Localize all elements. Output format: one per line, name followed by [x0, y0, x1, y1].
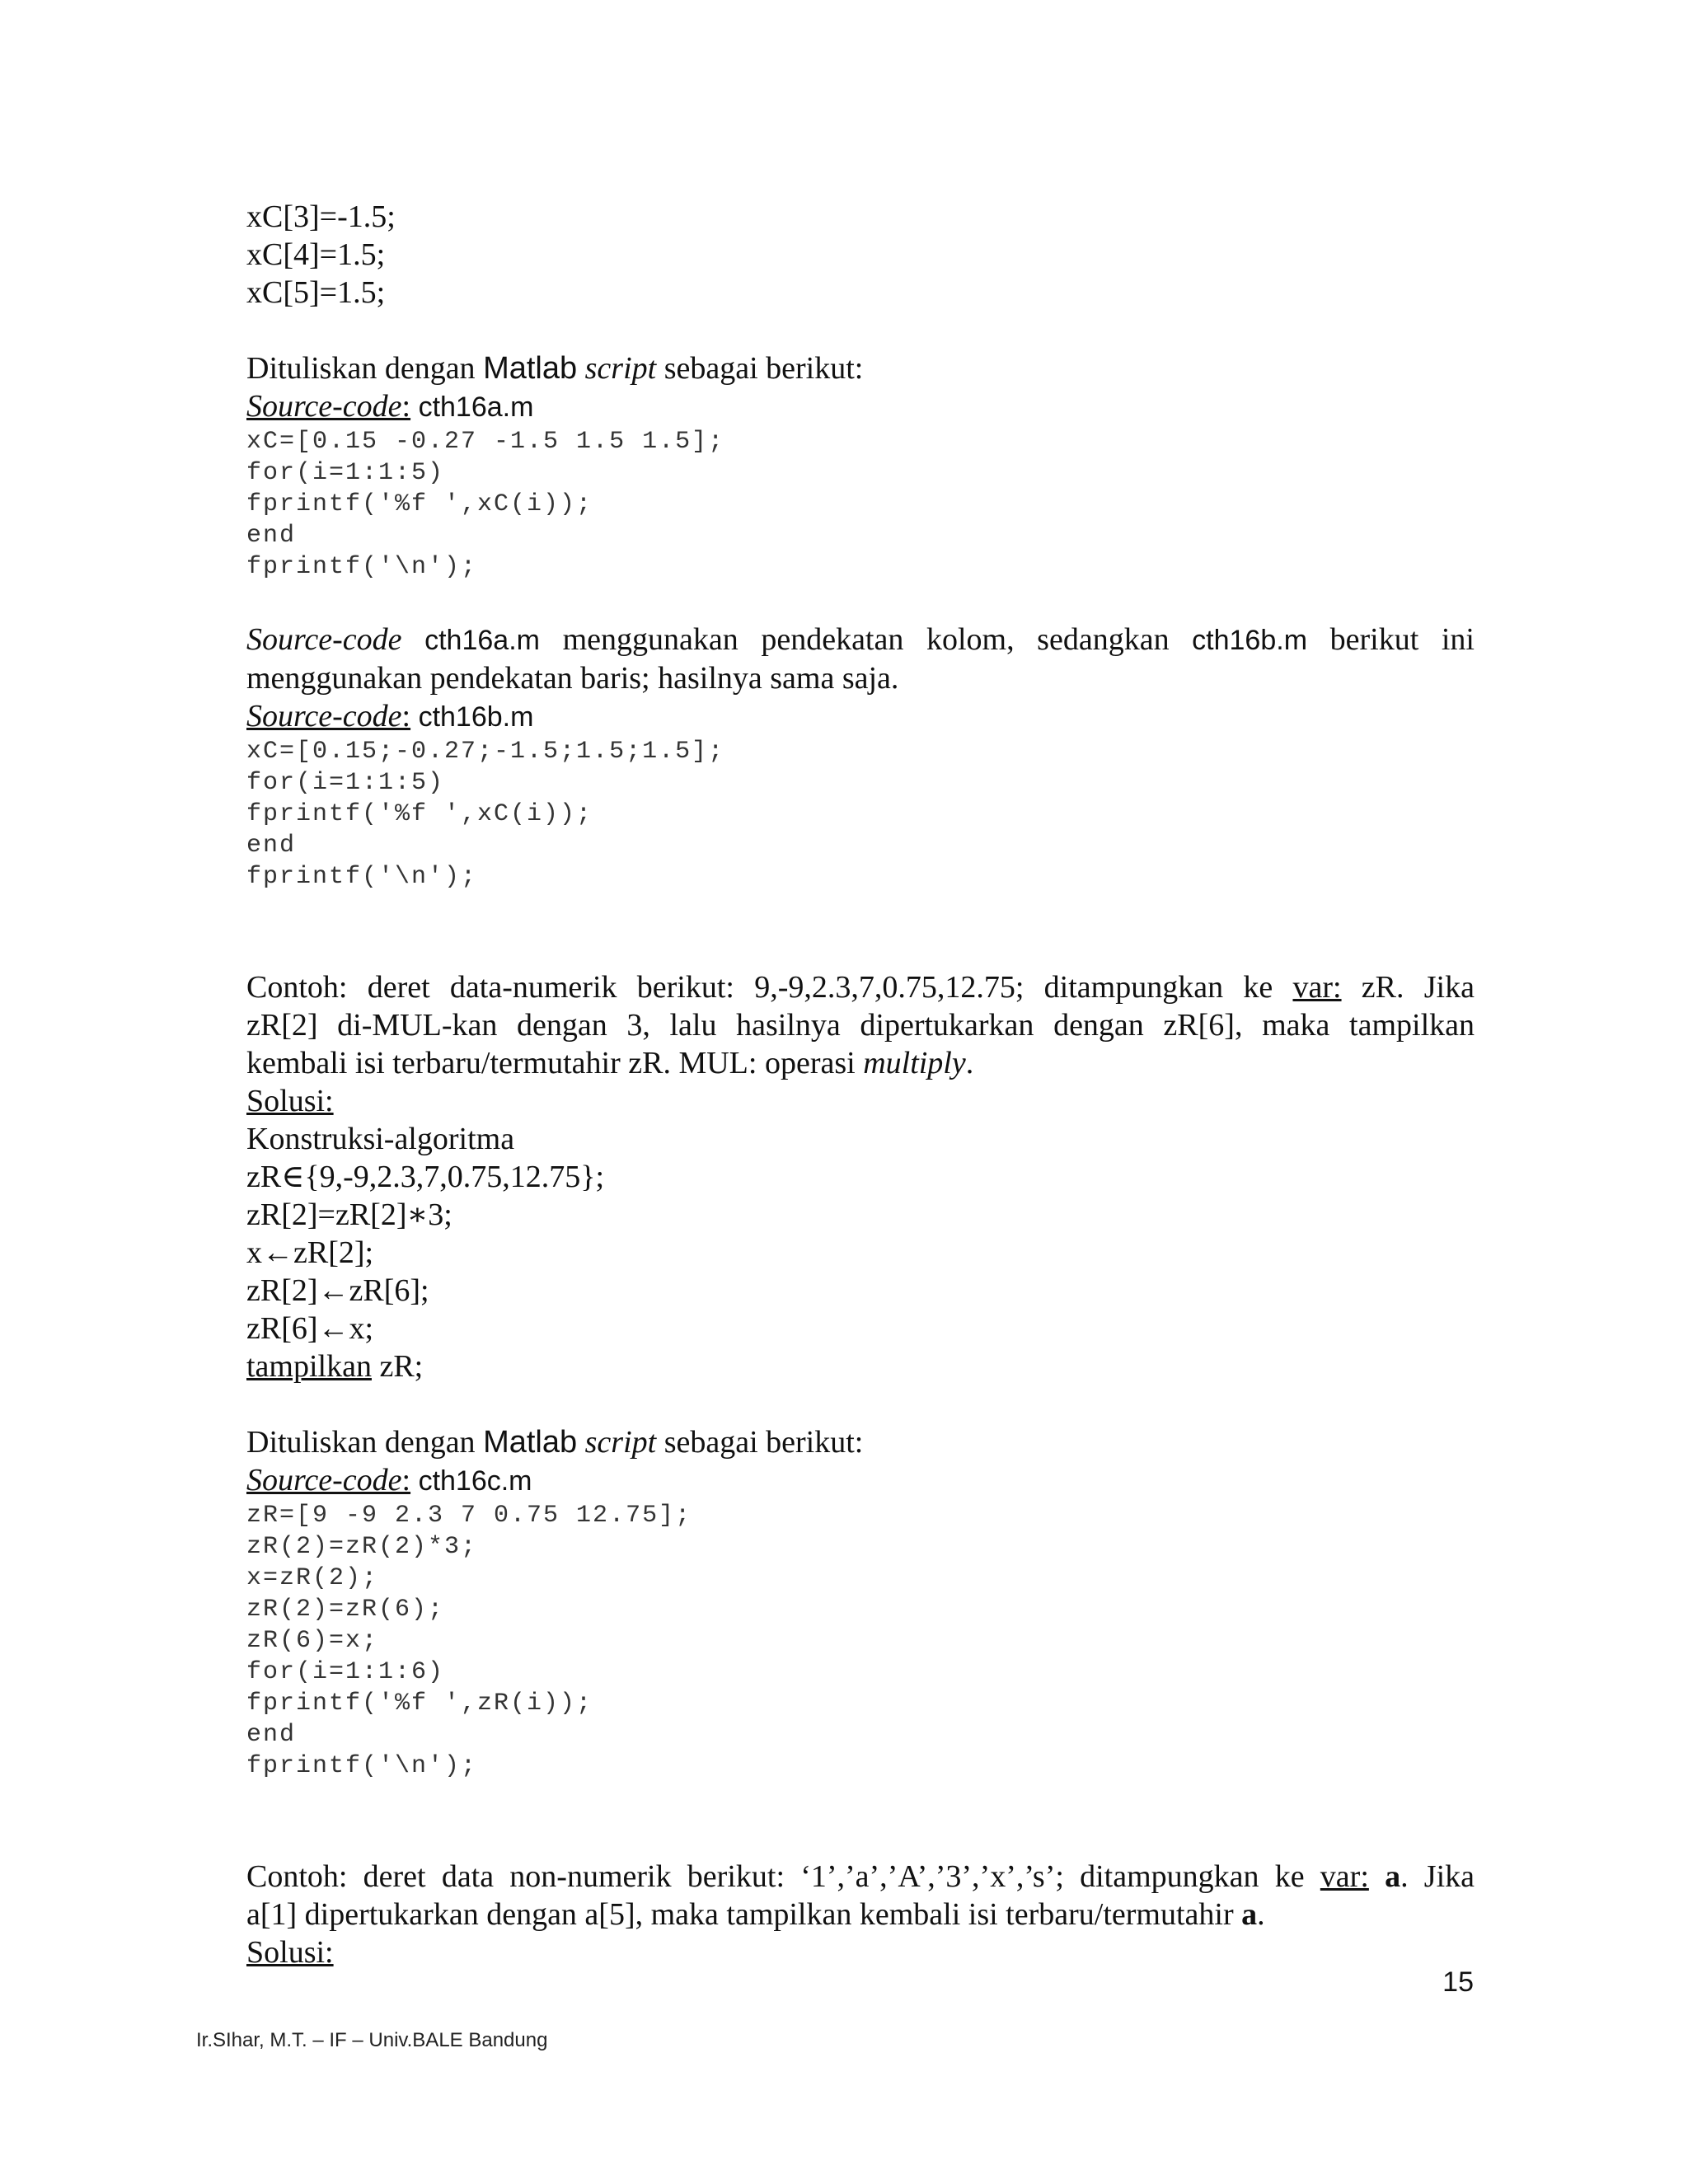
- source-code-heading: Source-code: cth16b.m: [246, 699, 534, 733]
- code-line: end: [246, 832, 297, 860]
- solusi-heading: Solusi:: [246, 1935, 334, 1970]
- source-code-heading: Source-code: cth16a.m: [246, 389, 534, 424]
- file-name: cth16b.m: [418, 701, 534, 733]
- code-line: xC=[0.15;-0.27;-1.5;1.5;1.5];: [246, 738, 725, 766]
- code-line: xC=[0.15 -0.27 -1.5 1.5 1.5];: [246, 428, 725, 456]
- code-line: for(i=1:1:5): [246, 459, 445, 487]
- comparison-paragraph-line2: menggunakan pendekatan baris; hasilnya sama saja.: [246, 661, 899, 696]
- code-line: zR(2)=zR(2)*3;: [246, 1533, 478, 1561]
- example2-line2: a[1] dipertukarkan dengan a[5], maka tampilkan kembali isi terbaru/termutahir a.: [246, 1897, 1265, 1932]
- page-number: 15: [1442, 1966, 1474, 1998]
- text-line: xC[5]=1.5;: [246, 275, 386, 310]
- text-line: xC[4]=1.5;: [246, 237, 386, 272]
- matlab-word: Matlab: [483, 1425, 578, 1460]
- matlab-word: Matlab: [483, 351, 578, 386]
- example2-line1: Contoh: deret data non-numerik berikut: ‘1’,’a’,’A’,’3’,’x’,’s’; ditampungkan ke var: a. Jika: [246, 1859, 1475, 1894]
- page-footer: Ir.SIhar, M.T. – IF – Univ.BALE Bandung: [196, 2029, 548, 2051]
- code-line: fprintf('\n');: [246, 863, 478, 891]
- page-content: [246, 198, 1475, 1971]
- algorithm-step: tampilkan zR;: [246, 1349, 424, 1384]
- intro-paragraph: Dituliskan dengan Matlab script sebagai berikut:: [246, 351, 864, 386]
- code-line: fprintf('%f ',xC(i));: [246, 800, 593, 828]
- comparison-paragraph-line1: Source-code cth16a.m menggunakan pendekatan kolom, sedangkan cth16b.m berikut ini: [246, 622, 1475, 657]
- file-name: cth16c.m: [418, 1465, 532, 1497]
- algorithm-step: zR∈{9,-9,2.3,7,0.75,12.75};: [246, 1160, 605, 1194]
- code-block-c: [246, 1500, 1475, 1782]
- code-line: for(i=1:1:5): [246, 769, 445, 797]
- algorithm-step: zR[6]←x;: [246, 1311, 374, 1346]
- text-line: xC[3]=-1.5;: [246, 199, 396, 234]
- code-line: end: [246, 1721, 297, 1749]
- solusi-heading: Solusi:: [246, 1084, 334, 1118]
- example1-line1: Contoh: deret data-numerik berikut: 9,-9,2.3,7,0.75,12.75; ditampungkan ke var: zR. Jika: [246, 970, 1475, 1005]
- source-code-heading: Source-code: cth16c.m: [246, 1463, 532, 1497]
- code-line: fprintf('\n');: [246, 553, 478, 581]
- code-line: zR(2)=zR(6);: [246, 1596, 445, 1624]
- code-line: x=zR(2);: [246, 1564, 379, 1592]
- algorithm-step: zR[2]=zR[2]∗3;: [246, 1197, 452, 1232]
- code-line: zR=[9 -9 2.3 7 0.75 12.75];: [246, 1502, 692, 1530]
- code-line: for(i=1:1:6): [246, 1658, 445, 1686]
- example1-line2: zR[2] di-MUL-kan dengan 3, lalu hasilnya dipertukarkan dengan zR[6], maka tampilkan: [246, 1008, 1475, 1043]
- file-name: cth16a.m: [418, 391, 534, 423]
- code-block-a: [246, 426, 1475, 583]
- algorithm-step: zR[2]←zR[6];: [246, 1273, 429, 1308]
- code-line: end: [246, 522, 297, 550]
- code-line: zR(6)=x;: [246, 1627, 379, 1655]
- algorithm-title: Konstruksi-algoritma: [246, 1122, 515, 1156]
- code-line: fprintf('%f ',xC(i));: [246, 490, 593, 518]
- code-line: fprintf('\n');: [246, 1752, 478, 1780]
- algorithm-step: x←zR[2];: [246, 1235, 374, 1270]
- example1-line3: kembali isi terbaru/termutahir zR. MUL: operasi multiply.: [246, 1046, 974, 1080]
- code-line: fprintf('%f ',zR(i));: [246, 1690, 593, 1718]
- code-block-b: [246, 736, 1475, 893]
- intro-paragraph: Dituliskan dengan Matlab script sebagai berikut:: [246, 1425, 864, 1460]
